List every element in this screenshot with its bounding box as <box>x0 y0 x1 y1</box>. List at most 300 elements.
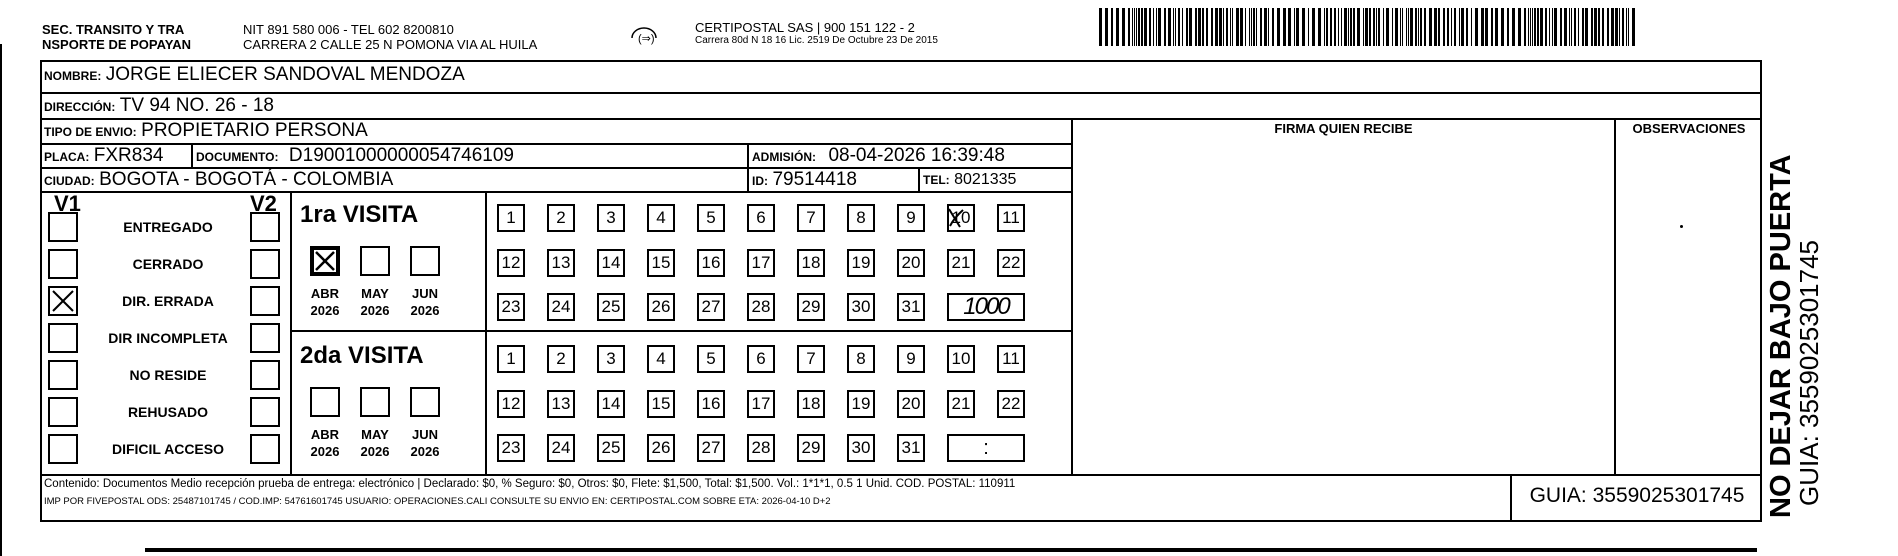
day-box[interactable]: 27 <box>697 293 725 321</box>
barcode-bar <box>1365 8 1368 46</box>
barcode-bar <box>1294 8 1295 46</box>
visit-title: 1ra VISITA <box>300 201 419 228</box>
barcode-bar <box>1318 8 1321 46</box>
barcode-bar <box>1376 8 1377 46</box>
month-year: 2026 <box>410 303 440 318</box>
barcode-bar <box>1141 8 1143 46</box>
barcode-bar <box>1373 8 1375 46</box>
barcode-bar <box>1308 8 1309 46</box>
barcode-bar <box>1475 8 1478 46</box>
barcode-bar <box>1253 8 1255 46</box>
day-box[interactable]: 15 <box>647 249 675 277</box>
day-box[interactable]: 2 <box>547 204 575 232</box>
barcode-bar <box>1251 8 1252 46</box>
barcode-bar <box>1532 8 1533 46</box>
barcode-bar <box>1178 8 1180 46</box>
status-option-label: REHUSADO <box>127 404 209 420</box>
day-box[interactable]: 23 <box>497 293 525 321</box>
barcode-bar <box>1607 8 1609 46</box>
footer-impresion: IMP POR FIVEPOSTAL ODS: 25487101745 / COD.IMP: 54761601745 USUARIO: OPERACIONES.CALI CONSULTE SU ENVIO EN: CERTIPOSTAL.COM SOBRE ETA: 2026-04-10 D+2 <box>44 496 831 507</box>
day-box[interactable]: 4 <box>647 345 675 373</box>
visit-title: 2da VISITA <box>300 342 424 369</box>
day-box[interactable]: 10 <box>947 345 975 373</box>
barcode-bar <box>1175 8 1176 46</box>
barcode-bar <box>1219 8 1222 46</box>
tel-value: 8021335 <box>954 171 1017 188</box>
month-label <box>353 426 397 460</box>
documento-value: D19001000000054746109 <box>288 145 514 166</box>
time-box[interactable]: 1000 <box>947 293 1025 321</box>
side-warning: NO DEJAR BAJO PUERTA <box>1765 154 1797 518</box>
barcode-bar <box>1232 8 1233 46</box>
barcode-bar <box>1334 8 1336 46</box>
barcode-bar <box>1156 8 1157 46</box>
month-checkbox[interactable] <box>310 387 340 417</box>
day-box[interactable]: 18 <box>797 249 825 277</box>
barcode-bar <box>1260 8 1262 46</box>
day-box[interactable]: 12 <box>497 249 525 277</box>
day-box[interactable]: 16 <box>697 390 725 418</box>
day-box[interactable]: 28 <box>747 434 775 462</box>
month-year: 2026 <box>410 444 440 459</box>
barcode-bar <box>1153 8 1154 46</box>
barcode-bar <box>1353 8 1355 46</box>
v2-checkbox[interactable] <box>250 434 280 464</box>
barcode-bar <box>1240 8 1243 46</box>
nit-line: NIT 891 580 006 - TEL 602 8200810 <box>243 22 454 37</box>
barcode-bar <box>1471 8 1472 46</box>
ciudad-label: CIUDAD: <box>44 174 95 188</box>
tel-label: TEL: <box>923 173 950 187</box>
month-label <box>303 426 347 460</box>
day-box[interactable]: 18 <box>797 390 825 418</box>
day-box[interactable]: 26 <box>647 434 675 462</box>
side-text <box>1766 58 1822 518</box>
day-box[interactable]: 30 <box>847 434 875 462</box>
day-box[interactable]: 8 <box>847 345 875 373</box>
day-box[interactable]: 24 <box>547 293 575 321</box>
barcode-bar <box>1402 8 1403 46</box>
barcode-bar <box>1186 8 1188 46</box>
barcode-bar <box>1598 8 1600 46</box>
v1-checkbox[interactable] <box>48 249 78 279</box>
firma-area[interactable] <box>1073 143 1614 474</box>
barcode-bar <box>1392 8 1393 46</box>
agency-line-2: NSPORTE DE POPAYAN <box>42 37 192 52</box>
day-box[interactable]: 20 <box>897 390 925 418</box>
v1-checkbox[interactable] <box>48 360 78 390</box>
day-box[interactable]: 11 <box>997 204 1025 232</box>
month-checkbox[interactable] <box>410 246 440 276</box>
barcode-bar <box>1215 8 1218 46</box>
observaciones-area[interactable] <box>1616 143 1762 474</box>
day-box[interactable]: 17 <box>747 249 775 277</box>
month-name: ABR <box>310 427 340 442</box>
barcode-bar <box>1324 8 1325 46</box>
day-box[interactable]: 20 <box>897 249 925 277</box>
barcode-bar <box>1105 8 1108 46</box>
day-box[interactable]: 16 <box>697 249 725 277</box>
direccion-label: DIRECCIÓN: <box>44 100 116 114</box>
barcode-bar <box>1363 8 1364 46</box>
month-year: 2026 <box>360 444 390 459</box>
barcode-bar <box>1429 8 1432 46</box>
day-box[interactable]: 5 <box>697 204 725 232</box>
barcode-bar <box>1554 8 1557 46</box>
month-label <box>403 285 447 319</box>
agency-name <box>42 22 191 52</box>
direccion-row <box>44 95 274 117</box>
day-box[interactable]: 31 <box>897 293 925 321</box>
barcode-bar <box>1507 8 1509 46</box>
barcode-bar <box>1602 8 1604 46</box>
admision-cell <box>752 145 1005 167</box>
barcode-bar <box>1632 8 1635 46</box>
v1-label: V1 <box>54 191 81 216</box>
barcode-bar <box>1443 8 1445 46</box>
month-year: 2026 <box>310 303 340 318</box>
day-box[interactable]: 29 <box>797 434 825 462</box>
footer-guia: GUIA: 3559025301745 <box>1529 484 1745 507</box>
id-value: 79514418 <box>772 169 857 190</box>
admision-value: 08-04-2026 16:39:48 <box>828 145 1005 166</box>
barcode-bar <box>1524 8 1526 46</box>
barcode-bar <box>1408 8 1409 46</box>
day-box[interactable]: 24 <box>547 434 575 462</box>
barcode-bar <box>1415 8 1417 46</box>
barcode-bar <box>1272 8 1274 46</box>
barcode-bar <box>1326 8 1328 46</box>
barcode-bar <box>1491 8 1493 46</box>
barcode-bar <box>1582 8 1584 46</box>
day-box[interactable]: 5 <box>697 345 725 373</box>
barcode-bar <box>1530 8 1531 46</box>
courier-line-2: Carrera 80d N 18 16 Lic. 2519 De Octubre 23 De 2015 <box>695 35 938 46</box>
placa-cell <box>44 145 163 167</box>
day-box[interactable]: 25 <box>597 293 625 321</box>
barcode-bar <box>1128 8 1130 46</box>
barcode-bar <box>1330 8 1332 46</box>
agency-contact <box>243 22 537 52</box>
day-box[interactable]: 22 <box>997 390 1025 418</box>
barcode-bar <box>1378 8 1380 46</box>
address-line: CARRERA 2 CALLE 25 N POMONA VIA AL HUILA <box>243 37 538 52</box>
nombre-row <box>44 64 465 86</box>
month-checkbox[interactable] <box>360 387 390 417</box>
day-box[interactable]: 19 <box>847 249 875 277</box>
barcode-bar <box>1501 8 1504 46</box>
day-box[interactable]: 29 <box>797 293 825 321</box>
barcode-bar <box>1534 8 1536 46</box>
barcode-bar <box>1268 8 1269 46</box>
barcode-bar <box>1585 8 1588 46</box>
day-box[interactable]: 21 <box>947 390 975 418</box>
barcode-bar <box>1099 8 1102 46</box>
day-box[interactable]: 7 <box>797 345 825 373</box>
barcode-bar <box>1461 8 1464 46</box>
tipo-label: TIPO DE ENVIO: <box>44 125 137 139</box>
barcode-bar <box>1571 8 1572 46</box>
barcode-bar <box>1578 8 1579 46</box>
day-box[interactable]: 14 <box>597 249 625 277</box>
barcode-bar <box>1158 8 1161 46</box>
barcode-bar <box>1549 8 1550 46</box>
barcode-bar <box>1622 8 1624 46</box>
v2-checkbox[interactable] <box>250 360 280 390</box>
v2-checkbox[interactable] <box>250 286 280 316</box>
id-cell <box>752 169 857 191</box>
month-name: MAY <box>361 427 389 442</box>
day-box[interactable]: 4 <box>647 204 675 232</box>
barcode-bar <box>1283 8 1286 46</box>
time-box[interactable]: : <box>947 434 1025 462</box>
day-box[interactable]: 14 <box>597 390 625 418</box>
firma-header: FIRMA QUIEN RECIBE <box>1274 121 1413 136</box>
barcode-bar <box>1395 8 1398 46</box>
status-option-label: DIFICIL ACCESO <box>111 441 224 457</box>
day-box[interactable]: 3 <box>597 345 625 373</box>
barcode-bar <box>1256 8 1257 46</box>
placa-label: PLACA: <box>44 150 90 164</box>
barcode-bar <box>1406 8 1407 46</box>
day-box[interactable]: 13 <box>547 249 575 277</box>
barcode-bar <box>1182 8 1183 46</box>
barcode-bar <box>1357 8 1360 46</box>
admision-label: ADMISIÓN: <box>752 150 816 164</box>
v1-checkbox[interactable] <box>48 212 78 242</box>
barcode-bar <box>1195 8 1197 46</box>
side-guia: GUIA: 3559025301745 <box>1794 240 1824 506</box>
barcode-bar <box>1144 8 1147 46</box>
barcode-bar <box>1454 8 1456 46</box>
day-box[interactable]: 8 <box>847 204 875 232</box>
barcode-bar <box>1512 8 1515 46</box>
status-option-label: NO RESIDE <box>129 367 207 383</box>
month-name: MAY <box>361 286 389 301</box>
barcode-bar <box>1164 8 1166 46</box>
barcode-bar <box>1245 8 1246 46</box>
v2-checkbox[interactable] <box>250 397 280 427</box>
placa-value: FXR834 <box>93 145 164 166</box>
day-box[interactable]: 6 <box>747 345 775 373</box>
month-checkbox[interactable] <box>310 246 340 276</box>
status-option-label: CERRADO <box>132 256 204 272</box>
tipo-row <box>44 120 368 142</box>
barcode-bar <box>1277 8 1280 46</box>
documento-cell <box>196 145 514 167</box>
barcode-bar <box>1466 8 1468 46</box>
barcode-bar <box>1447 8 1449 46</box>
barcode-bar <box>1386 8 1389 46</box>
v1-checkbox[interactable] <box>48 323 78 353</box>
barcode <box>1097 8 1637 48</box>
barcode-bar <box>1560 8 1562 46</box>
ciudad-value: BOGOTA - BOGOTÁ - COLOMBIA <box>99 169 394 190</box>
barcode-bar <box>1348 8 1349 46</box>
barcode-bar <box>1132 8 1133 46</box>
barcode-bar <box>1198 8 1201 46</box>
barcode-bar <box>1249 8 1250 46</box>
barcode-bar <box>1173 8 1174 46</box>
v2-checkbox[interactable] <box>250 323 280 353</box>
barcode-bar <box>1111 8 1113 46</box>
day-box[interactable]: 28 <box>747 293 775 321</box>
month-year: 2026 <box>360 303 390 318</box>
barcode-bar <box>1438 8 1440 46</box>
barcode-bar <box>1136 8 1137 46</box>
month-checkbox[interactable] <box>410 387 440 417</box>
barcode-bar <box>1202 8 1204 46</box>
status-option-label: DIR INCOMPLETA <box>108 330 228 346</box>
day-box[interactable]: 7 <box>797 204 825 232</box>
footer-contenido: Contenido: Documentos Medio recepción prueba de entrega: electrónico | Declarado: $0, % Seguro: $0, Otros: $0, Flete: $1,500, Total: $1,500. Vol.: 1*1*1, 0.5 1 Unid. COD. POSTAL: 110911 <box>44 478 1016 490</box>
month-label <box>353 285 397 319</box>
barcode-bar <box>1485 8 1488 46</box>
month-name: JUN <box>411 286 438 301</box>
v1-checkbox[interactable] <box>48 397 78 427</box>
bottom-rule <box>145 548 1757 552</box>
barcode-bar <box>1611 8 1614 46</box>
day-box[interactable]: 31 <box>897 434 925 462</box>
month-checkbox[interactable] <box>360 246 390 276</box>
day-box[interactable]: 26 <box>647 293 675 321</box>
barcode-bar <box>1540 8 1543 46</box>
svg-text:(⇒): (⇒) <box>638 33 655 45</box>
day-box[interactable]: 21 <box>947 249 975 277</box>
day-box[interactable]: 22 <box>997 249 1025 277</box>
status-option-label: DIR. ERRADA <box>122 293 214 309</box>
day-box[interactable]: 30 <box>847 293 875 321</box>
day-box[interactable]: 25 <box>597 434 625 462</box>
nombre-label: NOMBRE: <box>44 69 102 83</box>
barcode-bar <box>1615 8 1618 46</box>
barcode-bar <box>1341 8 1342 46</box>
day-box[interactable]: 6 <box>747 204 775 232</box>
barcode-bar <box>1518 8 1521 46</box>
barcode-bar <box>1434 8 1437 46</box>
barcode-bar <box>1383 8 1384 46</box>
barcode-bar <box>1168 8 1171 46</box>
barcode-bar <box>1545 8 1547 46</box>
barcode-bar <box>1574 8 1576 46</box>
barcode-bar <box>1236 8 1239 46</box>
barcode-bar <box>1149 8 1151 46</box>
barcode-bar <box>1418 8 1419 46</box>
day-box[interactable]: 1 <box>497 345 525 373</box>
nombre-value: JORGE ELIECER SANDOVAL MENDOZA <box>105 64 465 85</box>
day-box[interactable]: 3 <box>597 204 625 232</box>
left-edge-line <box>0 44 2 556</box>
month-label <box>403 426 447 460</box>
barcode-bar <box>1528 8 1529 46</box>
day-box[interactable]: 9 <box>897 204 925 232</box>
barcode-bar <box>1400 8 1401 46</box>
barcode-bar <box>1223 8 1224 46</box>
barcode-bar <box>1122 8 1125 46</box>
day-box[interactable]: 11 <box>997 345 1025 373</box>
v1-checkbox[interactable] <box>48 286 78 316</box>
barcode-bar <box>1451 8 1452 46</box>
day-box[interactable]: 27 <box>697 434 725 462</box>
barcode-bar <box>1296 8 1299 46</box>
observaciones-header: OBSERVACIONES <box>1632 121 1746 136</box>
barcode-bar <box>1350 8 1352 46</box>
barcode-bar <box>1424 8 1426 46</box>
barcode-bar <box>1594 8 1597 46</box>
v1-checkbox[interactable] <box>48 434 78 464</box>
day-box[interactable]: 9 <box>897 345 925 373</box>
month-label <box>303 285 347 319</box>
barcode-bar <box>1338 8 1339 46</box>
barcode-bar <box>1459 8 1460 46</box>
barcode-bar <box>1591 8 1593 46</box>
barcode-bar <box>1628 8 1629 46</box>
barcode-bar <box>1344 8 1347 46</box>
barcode-bar <box>1206 8 1208 46</box>
barcode-bar <box>1138 8 1140 46</box>
status-option-label: ENTREGADO <box>123 219 213 235</box>
month-year: 2026 <box>310 444 340 459</box>
ciudad-cell <box>44 169 393 191</box>
barcode-bar <box>1116 8 1119 46</box>
barcode-bar <box>1211 8 1213 46</box>
barcode-bar <box>1481 8 1484 46</box>
barcode-bar <box>1495 8 1498 46</box>
barcode-bar <box>1302 8 1305 46</box>
barcode-bar <box>1569 8 1570 46</box>
day-box[interactable]: 13 <box>547 390 575 418</box>
agency-line-1: SEC. TRANSITO Y TRA <box>42 22 185 37</box>
barcode-bar <box>1288 8 1291 46</box>
day-box[interactable]: 12 <box>497 390 525 418</box>
documento-label: DOCUMENTO: <box>196 150 279 164</box>
direccion-value: TV 94 NO. 26 - 18 <box>119 95 274 116</box>
courier-logo-icon <box>622 20 668 54</box>
day-box[interactable]: 2 <box>547 345 575 373</box>
day-box[interactable]: 15 <box>647 390 675 418</box>
tipo-value: PROPIETARIO PERSONA <box>141 120 368 141</box>
barcode-bar <box>1410 8 1413 46</box>
barcode-bar <box>1369 8 1371 46</box>
barcode-bar <box>1264 8 1267 46</box>
day-box[interactable]: 19 <box>847 390 875 418</box>
stray-dot <box>1680 225 1683 228</box>
id-label: ID: <box>752 174 768 188</box>
tel-cell <box>923 171 1016 189</box>
barcode-bar <box>1564 8 1567 46</box>
day-box[interactable]: 10 <box>947 204 975 232</box>
barcode-bar <box>1420 8 1422 46</box>
v2-label: V2 <box>250 191 277 216</box>
day-box[interactable]: 1 <box>497 204 525 232</box>
day-box[interactable]: 17 <box>747 390 775 418</box>
courier-info <box>695 20 938 47</box>
v2-checkbox[interactable] <box>250 249 280 279</box>
barcode-bar <box>1552 8 1553 46</box>
barcode-bar <box>1537 8 1539 46</box>
barcode-bar <box>1312 8 1315 46</box>
barcode-bar <box>1134 8 1135 46</box>
barcode-bar <box>1189 8 1192 46</box>
courier-line-1: CERTIPOSTAL SAS | 900 151 122 - 2 <box>695 20 915 35</box>
v2-checkbox[interactable] <box>250 212 280 242</box>
barcode-bar <box>1619 8 1620 46</box>
day-box[interactable]: 23 <box>497 434 525 462</box>
month-name: JUN <box>411 427 438 442</box>
barcode-bar <box>1626 8 1627 46</box>
barcode-bar <box>1226 8 1228 46</box>
barcode-bar <box>1230 8 1231 46</box>
